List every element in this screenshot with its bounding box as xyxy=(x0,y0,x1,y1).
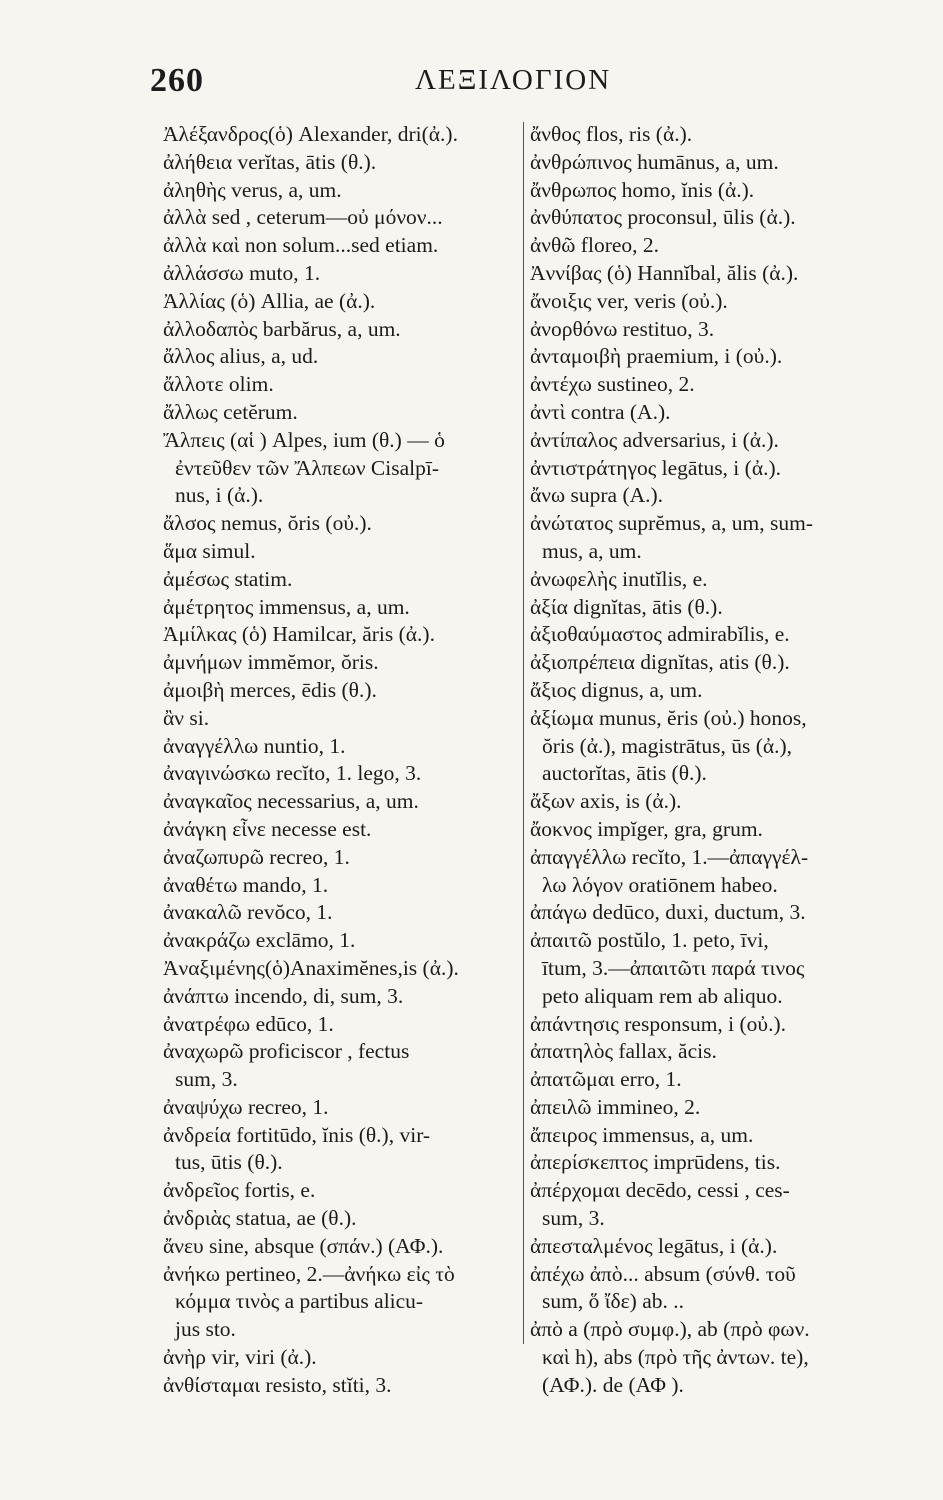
dictionary-entry: ἀπειλῶ immineo, 2. xyxy=(530,1094,701,1119)
dictionary-entry: ἄξων axis, is (ἀ.). xyxy=(530,789,682,814)
entry-continuation: sum, 3. xyxy=(175,1067,238,1092)
dictionary-entry: ἀπαιτῶ postŭlo, 1. peto, īvi, xyxy=(530,928,769,953)
dictionary-entry: ἀνορθόνω restituo, 3. xyxy=(530,316,715,341)
dictionary-entry: ἀλλάσσω muto, 1. xyxy=(163,260,321,285)
dictionary-entry: ἀνθῶ floreo, 2. xyxy=(530,233,660,258)
dictionary-entry: Ἄλπεις (αἱ ) Alpes, ium (θ.) — ὁ xyxy=(163,427,445,452)
dictionary-entry: ἀναζωπυρῶ recreo, 1. xyxy=(163,844,350,869)
dictionary-entry: ἀναψύχω recreo, 1. xyxy=(163,1094,329,1119)
entry-continuation: peto aliquam rem ab aliquo. xyxy=(542,983,783,1008)
dictionary-entry: ἀντὶ contra (Α.). xyxy=(530,399,671,424)
dictionary-entry: ἀναγγέλλω nuntio, 1. xyxy=(163,733,346,758)
dictionary-entry: ἄλλος alius, a, ud. xyxy=(163,344,319,369)
dictionary-entry: ἀντίπαλος adversarius, i (ἀ.). xyxy=(530,427,779,452)
entry-continuation: ŏris (ἀ.), magistrātus, ūs (ἀ.), xyxy=(542,733,793,758)
dictionary-entry: ἀληθὴς verus, a, um. xyxy=(163,177,342,202)
dictionary-entry: ἀλλὰ καὶ non solum...sed etiam. xyxy=(163,233,439,258)
dictionary-entry: Ἀννίβας (ὁ) Hannĭbal, ălis (ἀ.). xyxy=(530,260,799,285)
dictionary-entry: ἀπάγω dedūco, duxi, ductum, 3. xyxy=(530,900,806,925)
dictionary-entry: ἀνάπτω incendo, di, sum, 3. xyxy=(163,983,404,1008)
page-number: 260 xyxy=(150,62,204,99)
column-divider xyxy=(523,122,524,1344)
dictionary-entry: ἀναγκαῖος necessarius, a, um. xyxy=(163,789,419,814)
entry-continuation: sum, ὅ ἴδε) ab. .. xyxy=(542,1289,684,1314)
entry-continuation: ἐντεῦθεν τῶν Ἄλπεων Cisalpī- xyxy=(175,455,440,480)
entry-continuation: κόμμα τινὸς a partibus alicu- xyxy=(175,1289,424,1314)
dictionary-entry: Ἀλλίας (ὁ) Allia, ae (ἀ.). xyxy=(163,288,376,313)
dictionary-entry: ἀπατῶμαι erro, 1. xyxy=(530,1067,682,1092)
running-title: ΛΕΞΙΛΟΓΙΟΝ xyxy=(415,64,612,96)
dictionary-entry: ἀνώτατος suprĕmus, a, um, sum- xyxy=(530,511,813,536)
dictionary-entry: ἄνευ sine, absque (σπάν.) (ΑΦ.). xyxy=(163,1233,444,1258)
dictionary-entry: ἀπερίσκεπτος imprūdens, tis. xyxy=(530,1150,781,1175)
dictionary-entry: ἄλλως cetĕrum. xyxy=(163,399,298,424)
dictionary-entry: ἄνω supra (Α.). xyxy=(530,483,664,508)
dictionary-entry: ἀνδρεία fortitūdo, ĭnis (θ.), vir- xyxy=(163,1122,431,1147)
dictionary-entry: ἀξίωμα munus, ĕris (οὐ.) honos, xyxy=(530,705,807,730)
entry-continuation: καὶ h), abs (πρὸ τῆς ἀντων. te), xyxy=(542,1345,809,1370)
entry-continuation: mus, a, um. xyxy=(542,538,642,563)
entry-continuation: jus sto. xyxy=(175,1317,236,1342)
dictionary-entry: ἀνδριὰς statua, ae (θ.). xyxy=(163,1206,357,1231)
dictionary-entry: ἀξιοπρέπεια dignĭtas, atis (θ.). xyxy=(530,650,790,675)
dictionary-entry: ἀντιστράτηγος legātus, i (ἀ.). xyxy=(530,455,781,480)
left-column xyxy=(163,121,523,1400)
dictionary-entry: ἀπατηλὸς fallax, ăcis. xyxy=(530,1039,717,1064)
dictionary-entry: ἀνταμοιβὴ praemium, i (οὐ.). xyxy=(530,344,783,369)
dictionary-entry: Ἀμίλκας (ὁ) Hamilcar, ăris (ἀ.). xyxy=(163,622,435,647)
dictionary-entry: ἀνθύπατος proconsul, ūlis (ἀ.). xyxy=(530,205,796,230)
dictionary-entry: ἀντέχω sustineo, 2. xyxy=(530,372,695,397)
dictionary-entry: ἀμνήμων immĕmor, ŏris. xyxy=(163,650,379,675)
dictionary-entry: ἀνάγκη εἶνε necesse est. xyxy=(163,816,372,841)
dictionary-entry: ἀνακαλῶ revŏco, 1. xyxy=(163,900,333,925)
dictionary-entry: ἀνθρώπινος humānus, a, um. xyxy=(530,149,779,174)
dictionary-entry: ἅμα simul. xyxy=(163,538,256,563)
dictionary-entry: ἀναχωρῶ proficiscor , fectus xyxy=(163,1039,410,1064)
dictionary-entry: ἄπειρος immensus, a, um. xyxy=(530,1122,754,1147)
dictionary-entry: ἄλλοτε olim. xyxy=(163,372,274,397)
dictionary-entry: ἄνθρωπος homo, ĭnis (ἀ.). xyxy=(530,177,755,202)
dictionary-entry: ἀνωφελὴς inutĭlis, e. xyxy=(530,566,708,591)
dictionary-entry: ἀπὸ a (πρὸ συμφ.), ab (πρὸ φων. xyxy=(530,1317,810,1342)
dictionary-entry: ἄοκνος impĭger, gra, grum. xyxy=(530,816,763,841)
dictionary-entry: ἂν si. xyxy=(163,705,210,730)
dictionary-entry: ἄνθος flos, ris (ἀ.). xyxy=(530,122,693,146)
dictionary-entry: ἀνθίσταμαι resisto, stĭti, 3. xyxy=(163,1372,392,1397)
dictionary-entry: Ἀναξιμένης(ὁ)Anaximĕnes,is (ἀ.). xyxy=(163,955,459,980)
dictionary-entry: ἀμέτρητος immensus, a, um. xyxy=(163,594,410,619)
dictionary-entry: ἀξία dignĭtas, ātis (θ.). xyxy=(530,594,723,619)
dictionary-entry: ἀμέσως statim. xyxy=(163,566,293,591)
dictionary-entry: ἀλλοδαπὸς barbărus, a, um. xyxy=(163,316,401,341)
dictionary-entry: ἀναγινώσκω recĭto, 1. lego, 3. xyxy=(163,761,422,786)
dictionary-entry: ἄλσος nemus, ŏris (οὐ.). xyxy=(163,511,372,536)
dictionary-entry: ἀλλὰ sed , ceterum—οὐ μόνον... xyxy=(163,205,443,230)
dictionary-entry: ἀπαγγέλλω recĭto, 1.—ἀπαγγέλ- xyxy=(530,844,809,869)
dictionary-entry: ἀναθέτω mando, 1. xyxy=(163,872,329,897)
entry-continuation: (ΑΦ.). de (ΑΦ ). xyxy=(542,1372,684,1397)
dictionary-entry: ἀπέχω ἀπὸ... absum (σύνθ. τοῦ xyxy=(530,1261,796,1286)
page-header xyxy=(150,62,870,106)
dictionary-entry: ἀνδρεῖος fortis, e. xyxy=(163,1178,316,1203)
dictionary-entry: ἄξιος dignus, a, um. xyxy=(530,677,703,702)
entry-continuation: λω λόγον oratiōnem habeo. xyxy=(542,872,778,897)
right-column xyxy=(530,121,890,1400)
dictionary-entry: ἀνὴρ vir, viri (ἀ.). xyxy=(163,1345,317,1370)
entry-continuation: ītum, 3.—ἀπαιτῶτι παρά τινος xyxy=(542,955,805,980)
entry-continuation: sum, 3. xyxy=(542,1206,605,1231)
dictionary-entry: ἀπέρχομαι decēdo, cessi , ces- xyxy=(530,1178,790,1203)
entry-continuation: tus, ūtis (θ.). xyxy=(175,1150,283,1175)
dictionary-entry: ἀμοιβὴ merces, ēdis (θ.). xyxy=(163,677,377,702)
dictionary-entry: ἀνατρέφω edūco, 1. xyxy=(163,1011,334,1036)
dictionary-entry: ἀπάντησις responsum, i (οὐ.). xyxy=(530,1011,786,1036)
dictionary-entry: ἄνοιξις ver, veris (οὐ.). xyxy=(530,288,728,313)
dictionary-entry: ἀλήθεια verĭtas, ātis (θ.). xyxy=(163,149,377,174)
entry-continuation: nus, i (ἀ.). xyxy=(175,483,264,508)
dictionary-entry: ἀνήκω pertineo, 2.—ἀνήκω εἰς τὸ xyxy=(163,1261,455,1286)
dictionary-entry: ἀπεσταλμένος legātus, i (ἀ.). xyxy=(530,1233,778,1258)
dictionary-entry: ἀξιοθαύμαστος admirabĭlis, e. xyxy=(530,622,790,647)
dictionary-entry: ἀνακράζω exclāmo, 1. xyxy=(163,928,356,953)
dictionary-entry: Ἀλέξανδρος(ὁ) Alexander, dri(ἀ.). xyxy=(163,122,458,146)
entry-continuation: auctorĭtas, ātis (θ.). xyxy=(542,761,707,786)
